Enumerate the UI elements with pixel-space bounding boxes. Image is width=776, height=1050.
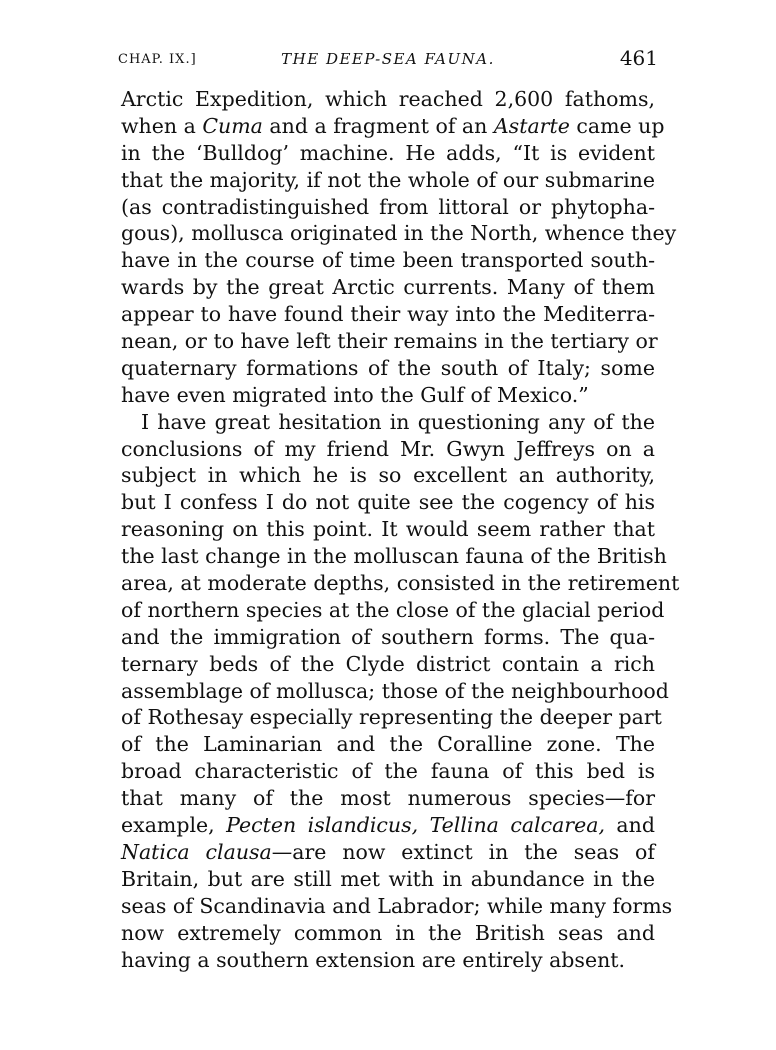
text-line [121,301,655,328]
text-line [121,328,658,355]
text-line [121,409,655,436]
italic-text: Natica clausa [121,839,272,864]
text-run: when a [121,113,203,138]
text-run: seas of Scandinavia and Labrador; while many forms [121,893,673,918]
text-run: but I confess I do not quite see the cogency of his [121,490,655,515]
text-run: have in the course of time been transported south- [121,248,655,273]
italic-text: Cuma [202,113,263,138]
text-run: broad characteristic of the fauna of this bed is [121,759,655,784]
text-run: area, at moderate depths, consisted in the retirement [121,571,680,596]
text-line [121,489,655,516]
text-line [121,678,669,705]
text-line [121,785,655,812]
text-run: quaternary formations of the south of Italy; some [121,355,655,380]
text-run: now extremely common in the British seas and [121,920,655,945]
text-line [121,947,655,974]
text-line [121,651,655,678]
text-line [121,140,655,167]
text-line [121,436,655,463]
paragraph [121,86,677,409]
paragraph [121,409,680,974]
text-run: (as contradistinguished from littoral or phytopha- [121,194,655,219]
text-line [121,274,655,301]
text-line [121,543,667,570]
text-line [121,570,680,597]
text-run: I have great hesitation in questioning any of the [141,409,655,434]
text-line [121,194,655,221]
text-run: nean, or to have left their remains in the tertiary or [121,329,658,354]
text-line [121,86,655,113]
text-line [121,893,673,920]
text-line [121,462,655,489]
chapter-label: CHAP. IX.] [118,52,197,67]
text-line [121,704,662,731]
text-run: that the majority, if not the whole of our submarine [121,167,655,192]
text-run: came up [569,113,665,138]
text-line [121,731,655,758]
text-run: and the immigration of southern forms. The qua- [121,624,655,649]
text-run: have even migrated into the Gulf of Mexico.” [121,382,589,407]
text-line [121,516,655,543]
text-run: gous), mollusca originated in the North, whence they [121,221,677,246]
text-line [121,839,655,866]
text-run: Arctic Expedition, which reached 2,600 fathoms, [121,87,655,111]
italic-text: Pecten islandicus, Tellina calcarea, [226,813,605,838]
running-title: THE DEEP-SEA FAUNA. [281,50,495,68]
text-run: and a fragment of an [262,113,494,138]
text-line [121,382,655,409]
text-run: wards by the great Arctic currents. Many of them [121,275,655,300]
text-run: of northern species at the close of the glacial period [121,597,665,622]
text-run: conclusions of my friend Mr. Gwyn Jeffreys on a [121,436,655,461]
italic-text: Astarte [493,113,570,138]
text-run: —are now extinct in the seas of [271,839,655,864]
text-run: ternary beds of the Clyde district contain a rich [121,651,655,676]
text-line [121,624,655,651]
text-run: example, [121,813,227,838]
body-text [121,86,680,973]
text-run: of the Laminarian and the Coralline zone. The [121,732,655,757]
text-run: appear to have found their way into the Mediterra- [121,302,655,327]
text-line [121,866,655,893]
text-line [121,758,655,785]
text-run: of Rothesay especially representing the deeper part [121,705,662,730]
text-run: and [604,813,655,838]
text-run: reasoning on this point. It would seem rather that [121,517,655,542]
text-run: in the ‘Bulldog’ machine. He adds, “It is evident [121,140,655,165]
text-line [121,812,655,839]
text-line [121,247,655,274]
text-line [121,597,665,624]
text-line [121,167,655,194]
text-run: subject in which he is so excellent an authority, [121,463,655,488]
text-run: assemblage of mollusca; those of the neighbourhood [121,678,669,703]
text-run: the last change in the molluscan fauna of the British [121,544,667,569]
text-run: having a southern extension are entirely absent. [121,947,626,972]
text-line [121,920,655,947]
text-line [121,220,677,247]
text-line [121,113,665,140]
text-line [121,355,655,382]
page-number: 461 [619,46,658,70]
running-header [118,44,658,78]
text-run: that many of the most numerous species—for [121,786,655,811]
text-run: Britain, but are still met with in abundance in the [121,866,655,891]
